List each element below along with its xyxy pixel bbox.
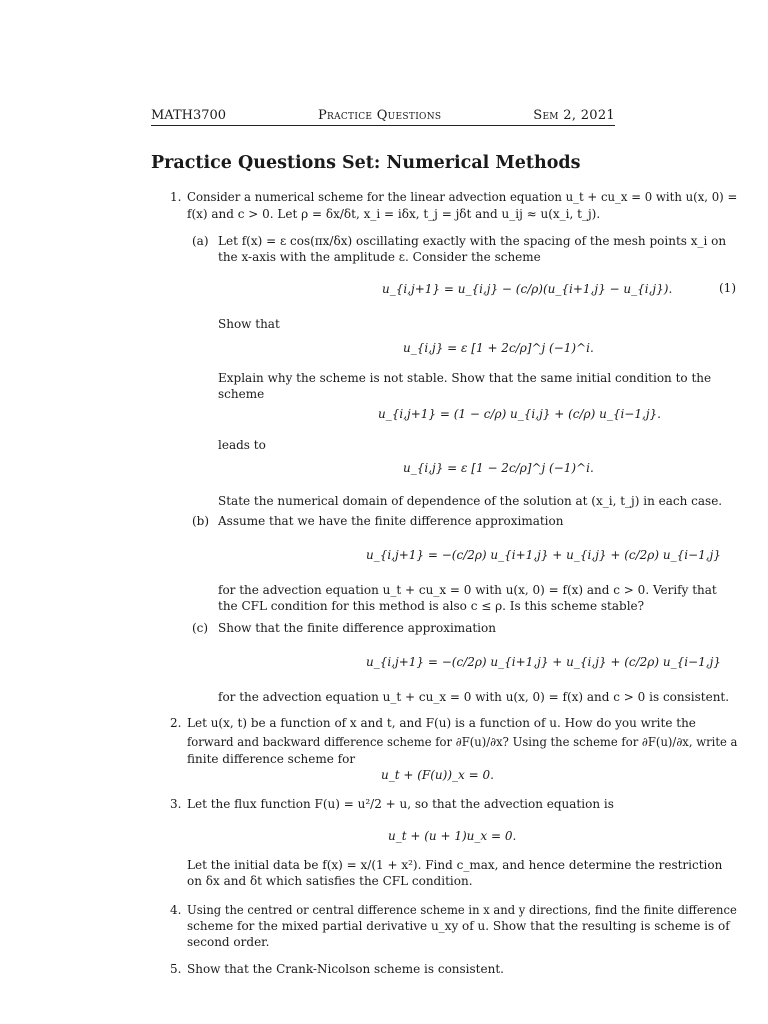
q3-line3: on δx and δt which satisfies the CFL condition.: [187, 874, 473, 888]
header-title: Practice Questions: [317, 108, 442, 123]
q1b-line2: for the advection equation u_t + cu_x = 0 with u(x, 0) = f(x) and c > 0. Verify that: [218, 583, 717, 597]
q4-line2: scheme for the mixed partial derivative u_xy of u. Show that the resulting is scheme is of: [187, 919, 730, 933]
q1b-line1: Assume that we have the finite difference approximation: [218, 514, 564, 528]
course-code: MATH3700: [151, 108, 227, 123]
q2-number: 2.: [170, 716, 182, 730]
q3-line1: Let the flux function F(u) = u²/2 + u, so that the advection equation is: [187, 797, 614, 811]
q1c-label: (c): [192, 621, 209, 635]
q1-line2: f(x) and c > 0. Let ρ = δx/δt, x_i = iδx, t_j = jδt and u_ij ≈ u(x_i, t_j).: [187, 207, 601, 221]
q1c-line2: for the advection equation u_t + cu_x = 0 with u(x, 0) = f(x) and c > 0 is consistent.: [218, 690, 730, 704]
q2-line2: forward and backward difference scheme for ∂F(u)/∂x? Using the scheme for ∂F(u)/∂x, write a: [187, 735, 738, 749]
q1a-line2: the x-axis with the amplitude ε. Consider the scheme: [218, 250, 541, 264]
equation-1-tag: (1): [719, 281, 736, 295]
equation-q3: u_t + (u + 1)u_x = 0.: [388, 829, 517, 843]
equation-2: u_{i,j} = ε [1 + 2c/ρ]^j (−1)^i.: [403, 341, 594, 355]
q3-line2: Let the initial data be f(x) = x/(1 + x²). Find c_max, and hence determine the restriction: [187, 858, 723, 872]
equation-c: u_{i,j+1} = −(c/2ρ) u_{i+1,j} + u_{i,j} + (c/2ρ) u_{i−1,j}: [366, 655, 721, 669]
q1a-leads-to: leads to: [218, 438, 266, 452]
q5-number: 5.: [170, 962, 182, 976]
q1a-state: State the numerical domain of dependence of the solution at (x_i, t_j) in each case.: [218, 494, 723, 508]
q3-number: 3.: [170, 797, 182, 811]
q4-line1: Using the centred or central difference scheme in x and y directions, find the finite difference: [187, 903, 737, 917]
q1a-label: (a): [192, 234, 209, 248]
header-semester: Sem 2, 2021: [533, 108, 615, 123]
q1c-line1: Show that the finite difference approximation: [218, 621, 496, 635]
equation-3: u_{i,j+1} = (1 − c/ρ) u_{i,j} + (c/ρ) u_{i−1,j}.: [378, 407, 661, 421]
q5-line1: Show that the Crank-Nicolson scheme is consistent.: [187, 962, 504, 976]
q4-number: 4.: [170, 903, 182, 917]
equation-q2: u_t + (F(u))_x = 0.: [381, 768, 494, 782]
q1-number: 1.: [170, 190, 182, 204]
q1a-show-that: Show that: [218, 317, 280, 331]
q1a-explain-line2: scheme: [218, 387, 265, 401]
equation-b: u_{i,j+1} = −(c/2ρ) u_{i+1,j} + u_{i,j} + (c/2ρ) u_{i−1,j}: [366, 548, 721, 562]
equation-1: u_{i,j+1} = u_{i,j} − (c/ρ)(u_{i+1,j} − u_{i,j}).: [382, 282, 673, 296]
q1-line1: Consider a numerical scheme for the linear advection equation u_t + cu_x = 0 with u(x, 0) =: [187, 190, 738, 204]
q2-line1: Let u(x, t) be a function of x and t, and F(u) is a function of u. How do you write the: [187, 716, 696, 730]
q1a-explain-line1: Explain why the scheme is not stable. Show that the same initial condition to the: [218, 371, 712, 385]
q1b-label: (b): [192, 514, 210, 528]
page-title: Practice Questions Set: Numerical Methods: [151, 153, 581, 173]
running-header: [151, 108, 615, 126]
q4-line3: second order.: [187, 935, 270, 949]
equation-4: u_{i,j} = ε [1 − 2c/ρ]^j (−1)^i.: [403, 461, 594, 475]
q1a-line1: Let f(x) = ε cos(πx/δx) oscillating exactly with the spacing of the mesh points x_i on: [218, 234, 727, 248]
q2-line3: finite difference scheme for: [187, 752, 356, 766]
q1b-line3: the CFL condition for this method is also c ≤ ρ. Is this scheme stable?: [218, 599, 645, 613]
